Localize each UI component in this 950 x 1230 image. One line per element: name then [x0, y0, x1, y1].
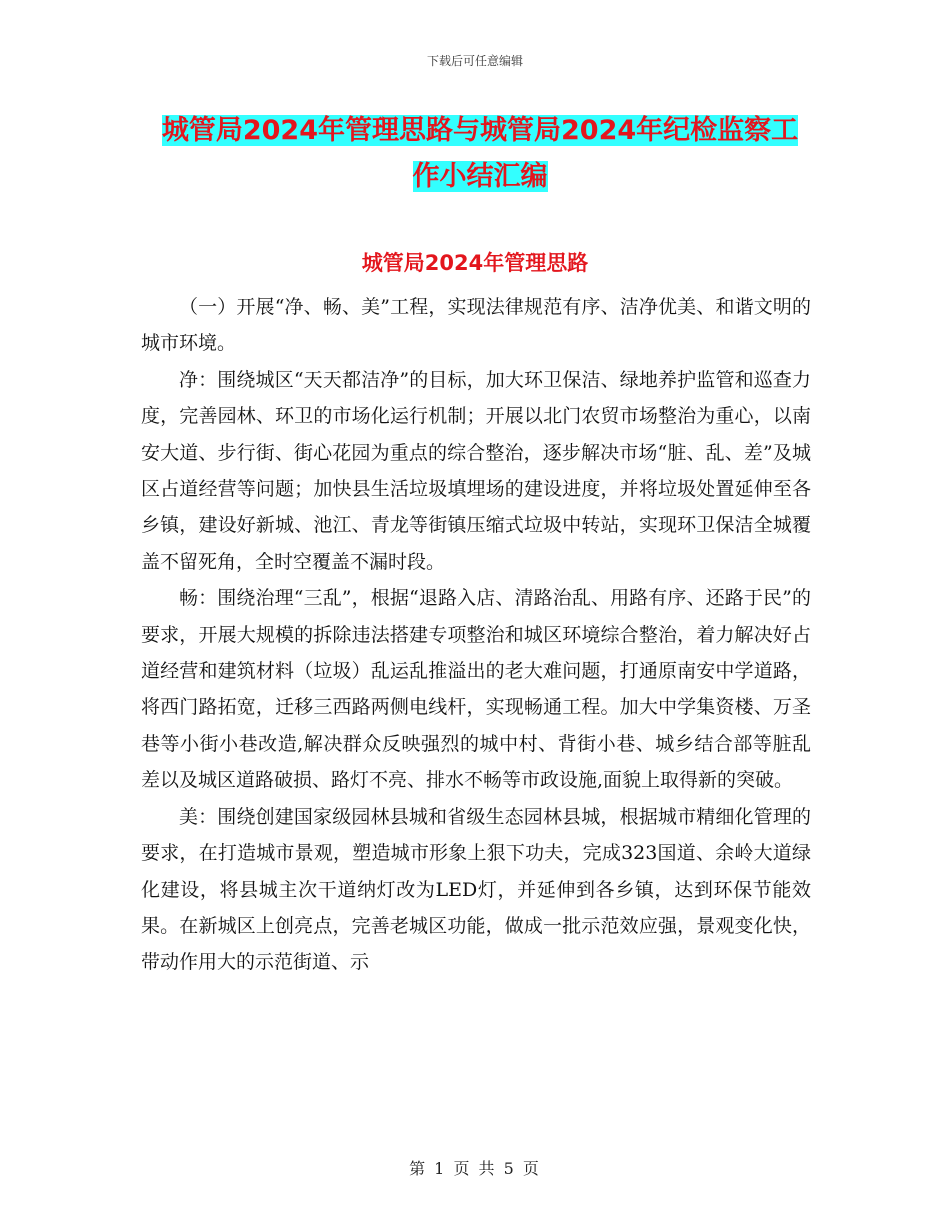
document-title-line-1: 城管局2024年管理思路与城管局2024年纪检监察工 — [161, 115, 799, 146]
paragraph: （一）开展“净、畅、美”工程，实现法律规范有序、洁净优美、和谐文明的城市环境。 — [141, 296, 811, 355]
paragraph: 畅：围绕治理“三乱”，根据“退路入店、清路治乱、用路有序、还路于民”的要求，开展大规模的拆除违法搭建专项整治和城区环境综合整治，着力解决好占道经营和建筑材料（垃圾）乱运乱推溢出的老大难问题，打通原南安中学道路，将西门路拓宽，迁移三西路两侧电线杆，实现畅通工程。加大中学集资楼、万圣巷等小街小巷改造,解决群众反映强烈的城中村、背街小巷、城乡结合部等脏乱差以及城区道路破损、路灯不亮、排水不畅等市政设施,面貌上取得新的突破。 — [141, 587, 811, 792]
document-title — [140, 108, 820, 200]
document-title-line-2: 作小结汇编 — [412, 161, 548, 192]
document-body — [141, 289, 811, 981]
page-number-footer: 第 1 页 共 5 页 — [409, 1159, 541, 1178]
paragraph: 美：围绕创建国家级园林县城和省级生态园林县城，根据城市精细化管理的要求，在打造城市景观，塑造城市形象上狠下功夫，完成323国道、余岭大道绿化建设，将县城主次干道纳灯改为LED灯，并延伸到各乡镇，达到环保节能效果。在新城区上创亮点，完善老城区功能，做成一批示范效应强，景观变化快，带动作用大的示范街道、示 — [141, 805, 811, 974]
section-heading: 城管局2024年管理思路 — [361, 251, 589, 275]
page-header-note: 下载后可任意编辑 — [426, 54, 523, 68]
paragraph: 净：围绕城区“天天都洁净”的目标，加大环卫保洁、绿地养护监管和巡查力度，完善园林、环卫的市场化运行机制；开展以北门农贸市场整治为重心，以南安大道、步行街、街心花园为重点的综合整治，逐步解决市场“脏、乱、差”及城区占道经营等问题；加快县生活垃圾填埋场的建设进度，并将垃圾处置延伸至各乡镇，建设好新城、池江、青龙等街镇压缩式垃圾中转站，实现环卫保洁全城覆盖不留死角，全时空覆盖不漏时段。 — [141, 368, 811, 573]
